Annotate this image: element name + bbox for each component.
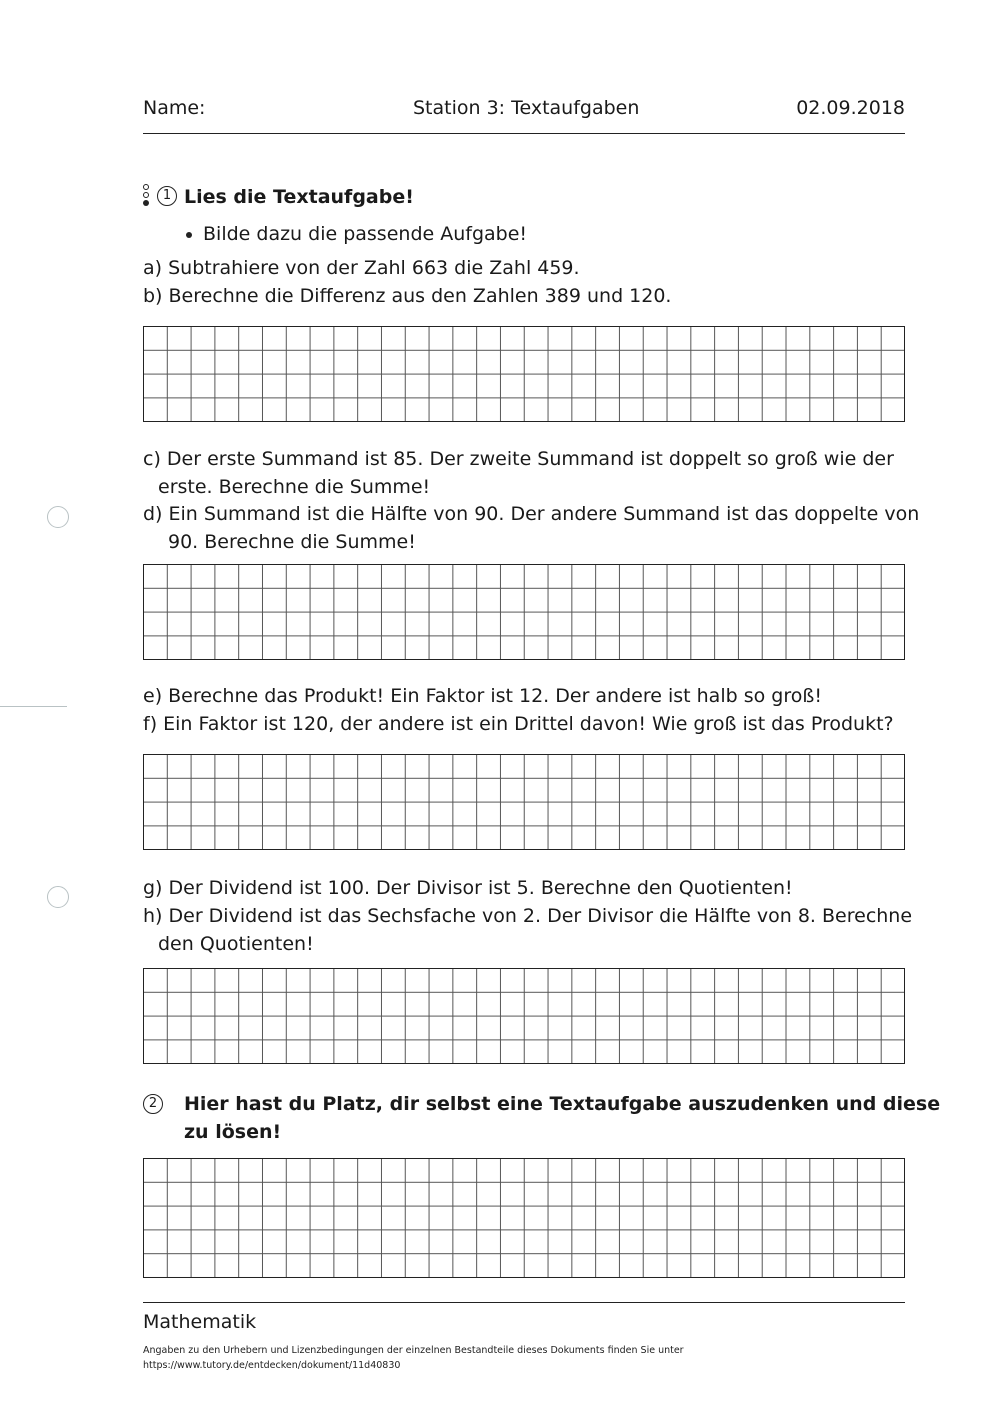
answer-grid-ef[interactable] <box>143 754 905 850</box>
task1-bullet-text: Bilde dazu die passende Aufgabe! <box>203 223 528 245</box>
name-label: Name: <box>143 97 206 119</box>
task1-h-line2: den Quotienten! <box>158 933 314 955</box>
task1-title: Lies die Textaufgabe! <box>184 186 414 208</box>
task1-c-line2: erste. Berechne die Summe! <box>158 476 431 498</box>
footer-rule <box>143 1302 905 1303</box>
task1-b: b) Berechne die Differenz aus den Zahlen 389 und 120. <box>143 285 672 307</box>
answer-grid-own-task[interactable] <box>143 1158 905 1278</box>
header-rule <box>143 133 905 134</box>
task-number-1: 1 <box>157 186 177 206</box>
punch-hole-top <box>47 506 69 528</box>
fold-mark <box>0 706 67 707</box>
task1-f: f) Ein Faktor ist 120, der andere ist ein Drittel davon! Wie groß ist das Produkt? <box>143 713 894 735</box>
footer-subject: Mathematik <box>143 1311 257 1333</box>
task1-g: g) Der Dividend ist 100. Der Divisor ist 5. Berechne den Quotienten! <box>143 877 793 899</box>
task2-title-line2: zu lösen! <box>184 1121 282 1143</box>
task1-d-line1: d) Ein Summand ist die Hälfte von 90. Der andere Summand ist das doppelte von <box>143 503 920 525</box>
difficulty-dots-icon <box>143 184 153 208</box>
answer-grid-gh[interactable] <box>143 968 905 1064</box>
bullet-icon <box>186 232 192 238</box>
punch-hole-bottom <box>47 886 69 908</box>
task-number-2: 2 <box>143 1094 163 1114</box>
task1-e: e) Berechne das Produkt! Ein Faktor ist 12. Der andere ist halb so groß! <box>143 685 822 707</box>
task1-h-line1: h) Der Dividend ist das Sechsfache von 2. Der Divisor die Hälfte von 8. Berechne <box>143 905 913 927</box>
task1-d-line2: 90. Berechne die Summe! <box>168 531 416 553</box>
footer-license-url[interactable]: https://www.tutory.de/entdecken/dokument/11d40830 <box>143 1360 401 1371</box>
footer-license-text: Angaben zu den Urhebern und Lizenzbedingungen der einzelnen Bestandteile dieses Dokuments finden Sie unter <box>143 1345 684 1356</box>
answer-grid-ab[interactable] <box>143 326 905 422</box>
task1-a: a) Subtrahiere von der Zahl 663 die Zahl 459. <box>143 257 580 279</box>
date: 02.09.2018 <box>796 97 905 119</box>
answer-grid-cd[interactable] <box>143 564 905 660</box>
task1-c-line1: c) Der erste Summand ist 85. Der zweite Summand ist doppelt so groß wie der <box>143 448 894 470</box>
task2-title-line1: Hier hast du Platz, dir selbst eine Textaufgabe auszudenken und diese <box>184 1093 941 1115</box>
page-title: Station 3: Textaufgaben <box>413 97 640 119</box>
